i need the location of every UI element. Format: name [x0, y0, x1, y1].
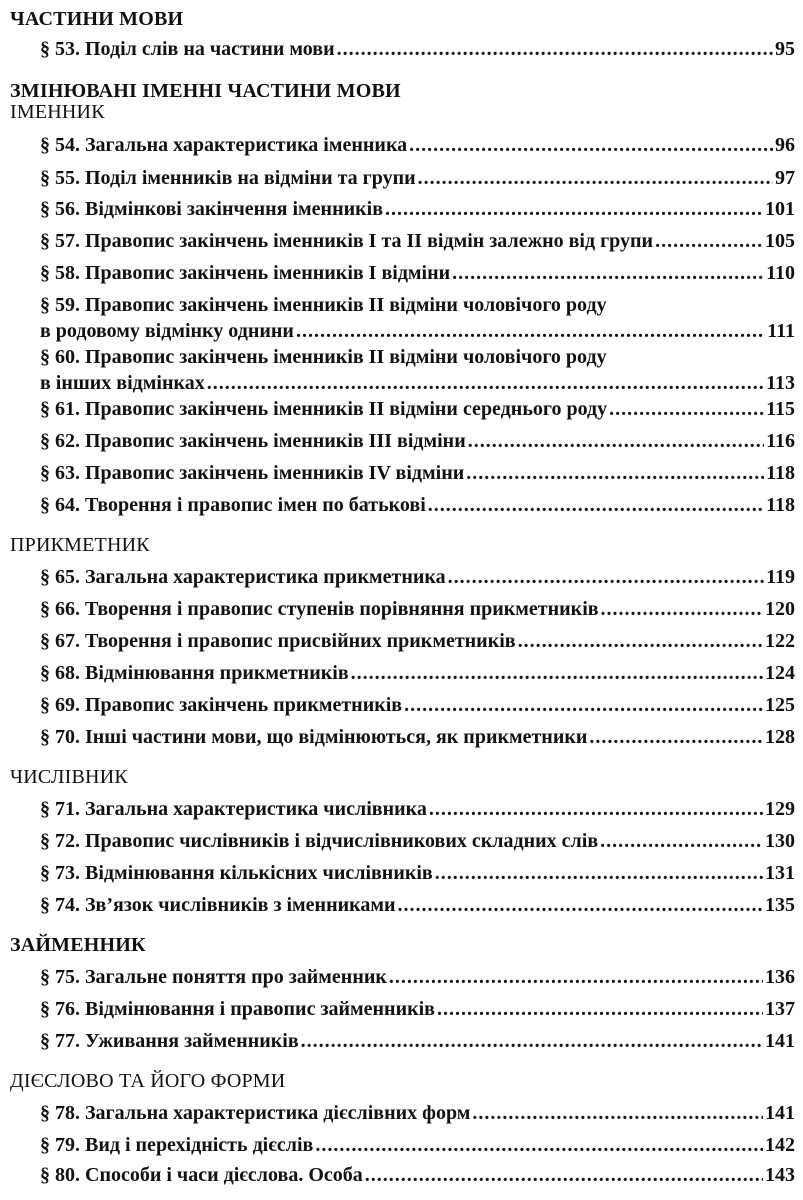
entry-title: § 80. Способи і часи дієслова. Особа: [40, 1164, 363, 1186]
page-number: 105: [765, 230, 795, 252]
toc-entry: [40, 966, 795, 988]
entry-title: § 63. Правопис закінчень іменників IV відміни: [40, 462, 465, 484]
toc-entry: [40, 798, 795, 820]
section-heading: ЧАСТИНИ МОВИ: [10, 8, 184, 30]
toc-entry: [40, 726, 795, 748]
section-heading: ПРИКМЕТНИК: [10, 534, 150, 556]
dot-leader: [337, 38, 773, 60]
dot-leader: [468, 430, 764, 452]
toc-entry: [40, 630, 795, 652]
page-number: 119: [766, 566, 795, 588]
section-heading: ЧИСЛІВНИК: [10, 766, 128, 788]
page-number: 110: [766, 262, 795, 284]
entry-title: § 61. Правопис закінчень іменників ІІ відміни середнього роду: [40, 398, 608, 420]
toc-entry: [40, 1030, 795, 1052]
toc-entry: [40, 294, 795, 342]
dot-leader: [518, 630, 763, 652]
entry-title: в інших відмінках: [40, 372, 205, 394]
page-number: 135: [765, 894, 795, 916]
page-number: 142: [765, 1134, 795, 1156]
dot-leader: [472, 1102, 763, 1124]
entry-title: § 67. Творення і правопис присвійних прикметників: [40, 630, 516, 652]
entry-title: § 54. Загальна характеристика іменника: [40, 134, 408, 156]
dot-leader: [655, 230, 763, 252]
dot-leader: [385, 198, 763, 220]
page-number: 96: [775, 134, 795, 156]
page-number: 129: [765, 798, 795, 820]
dot-leader: [301, 1030, 763, 1052]
dot-leader: [589, 726, 763, 748]
page-number: 118: [766, 462, 795, 484]
entry-title: § 72. Правопис числівників і відчислівникових складних слів: [40, 830, 599, 852]
dot-leader: [409, 134, 773, 156]
page-number: 115: [766, 398, 795, 420]
subsection-heading: ІМЕННИК: [10, 101, 105, 123]
toc-entry: [40, 134, 795, 156]
entry-title: § 75. Загальне поняття про займенник: [40, 966, 387, 988]
toc-entry: [40, 462, 795, 484]
page-number: 111: [767, 320, 795, 342]
page-number: 116: [766, 430, 795, 452]
toc-entry: [40, 262, 795, 284]
page-number: 125: [765, 694, 795, 716]
dot-leader: [389, 966, 763, 988]
section-heading: ЗМІНЮВАНІ ІМЕННІ ЧАСТИНИ МОВИ: [10, 80, 401, 102]
dot-leader: [398, 894, 764, 916]
page-number: 130: [765, 830, 795, 852]
toc-entry: [40, 598, 795, 620]
entry-title: § 65. Загальна характеристика прикметника: [40, 566, 446, 588]
entry-title: § 78. Загальна характеристика дієслівних форм: [40, 1102, 471, 1124]
toc-entry: [40, 1164, 795, 1186]
toc-entry: [40, 862, 795, 884]
entry-title: § 74. Зв’язок числівників з іменниками: [40, 894, 396, 916]
toc-entry: [40, 430, 795, 452]
entry-title: § 58. Правопис закінчень іменників І відміни: [40, 262, 451, 284]
dot-leader: [448, 566, 764, 588]
page-number: 143: [765, 1164, 795, 1186]
toc-entry: [40, 566, 795, 588]
entry-title: § 64. Творення і правопис імен по батькові: [40, 494, 426, 516]
entry-title-line1: § 60. Правопис закінчень іменників ІІ відміни чоловічого роду: [40, 346, 607, 368]
entry-title: § 53. Поділ слів на частини мови: [40, 38, 335, 60]
dot-leader: [437, 998, 763, 1020]
toc-entry: [40, 998, 795, 1020]
entry-title: § 69. Правопис закінчень прикметників: [40, 694, 403, 716]
entry-title: § 76. Відмінювання і правопис займенників: [40, 998, 435, 1020]
section-heading: ДІЄСЛОВО ТА ЙОГО ФОРМИ: [10, 1070, 286, 1092]
entry-title: § 56. Відмінкові закінчення іменників: [40, 198, 384, 220]
entry-title: § 77. Уживання займенників: [40, 1030, 299, 1052]
page-number: 136: [765, 966, 795, 988]
dot-leader: [429, 798, 763, 820]
entry-title: § 73. Відмінювання кількісних числівників: [40, 862, 433, 884]
dot-leader: [466, 462, 764, 484]
toc-entry: [40, 494, 795, 516]
page-number: 141: [765, 1030, 795, 1052]
entry-title: § 79. Вид і перехідність дієслів: [40, 1134, 314, 1156]
page-number: 120: [765, 598, 795, 620]
page-number: 95: [775, 38, 795, 60]
toc-entry: [40, 830, 795, 852]
entry-title: § 68. Відмінювання прикметників: [40, 662, 349, 684]
entry-title: в родовому відмінку однини: [40, 320, 294, 342]
toc-entry: [40, 1134, 795, 1156]
section-heading: ЗАЙМЕННИК: [10, 934, 146, 956]
page-number: 131: [765, 862, 795, 884]
page-number: 101: [765, 198, 795, 220]
page-number: 137: [765, 998, 795, 1020]
toc-entry: [40, 398, 795, 420]
entry-title: § 71. Загальна характеристика числівника: [40, 798, 427, 820]
toc-entry: [40, 38, 795, 60]
dot-leader: [428, 494, 764, 516]
toc-entry: [40, 894, 795, 916]
dot-leader: [365, 1164, 763, 1186]
entry-title: § 55. Поділ іменників на відміни та групи: [40, 167, 416, 189]
page-number: 113: [766, 372, 795, 394]
page-number: 122: [765, 630, 795, 652]
page-number: 128: [765, 726, 795, 748]
dot-leader: [609, 398, 764, 420]
toc-entry: [40, 230, 795, 252]
toc-entry: [40, 198, 795, 220]
toc-entry: [40, 694, 795, 716]
dot-leader: [600, 830, 763, 852]
dot-leader: [296, 320, 765, 342]
dot-leader: [435, 862, 763, 884]
entry-title: § 70. Інші частини мови, що відмінюються, як прикметники: [40, 726, 588, 748]
dot-leader: [207, 372, 764, 394]
page-number: 141: [765, 1102, 795, 1124]
dot-leader: [452, 262, 764, 284]
dot-leader: [601, 598, 763, 620]
dot-leader: [418, 167, 773, 189]
page-number: 124: [765, 662, 795, 684]
dot-leader: [404, 694, 763, 716]
toc-entry: [40, 662, 795, 684]
toc-entry: [40, 1102, 795, 1124]
dot-leader: [351, 662, 763, 684]
entry-title-line1: § 59. Правопис закінчень іменників ІІ відміни чоловічого роду: [40, 294, 607, 316]
entry-title: § 66. Творення і правопис ступенів порівняння прикметників: [40, 598, 599, 620]
page-number: 97: [775, 167, 795, 189]
entry-title: § 57. Правопис закінчень іменників І та ІІ відмін залежно від групи: [40, 230, 654, 252]
toc-entry: [40, 346, 795, 394]
toc-entry: [40, 167, 795, 189]
page-number: 118: [766, 494, 795, 516]
entry-title: § 62. Правопис закінчень іменників ІІІ відміни: [40, 430, 466, 452]
dot-leader: [315, 1134, 763, 1156]
